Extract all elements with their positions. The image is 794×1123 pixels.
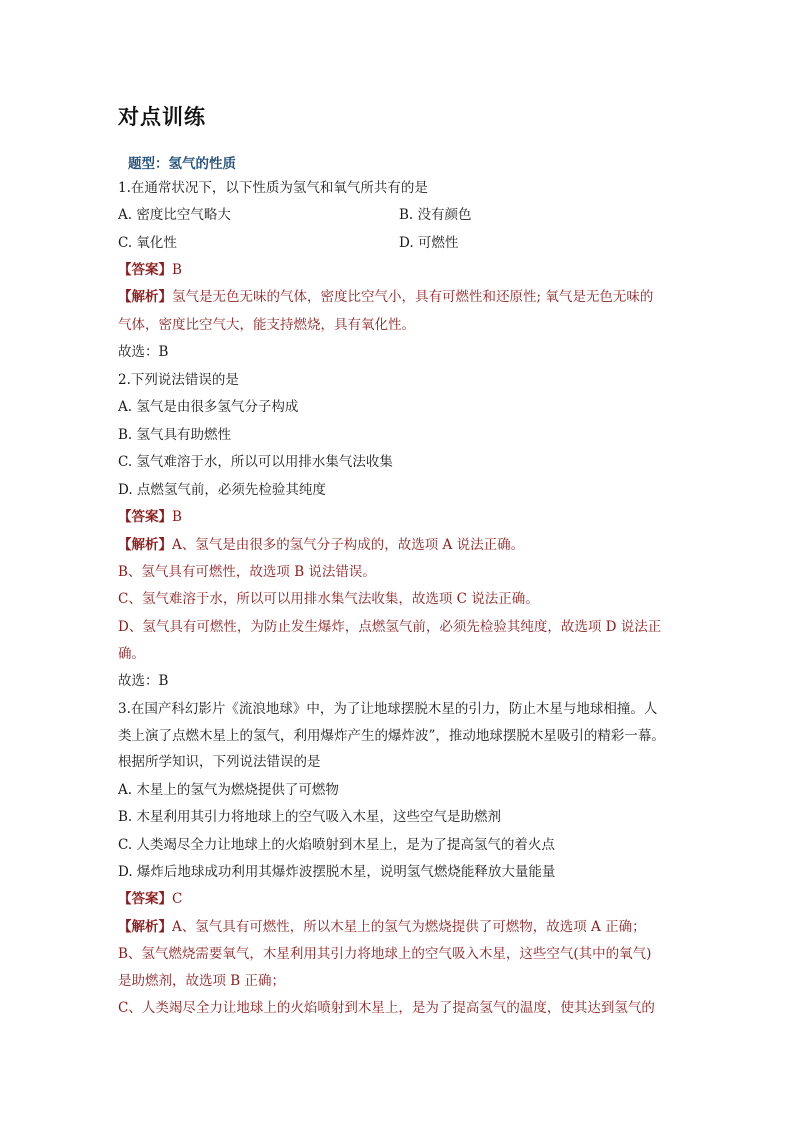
q3-analysis-line-4: C、人类竭尽全力让地球上的火焰喷射到木星上，是为了提高氢气的温度，使其达到氢气的 (118, 1000, 655, 1016)
analysis-text: A、氢气是由很多的氢气分子构成的，故选项 A 说法正确。 (172, 537, 525, 553)
q1-option-c: C. 氧化性 (118, 235, 177, 251)
analysis-text: A、氢气具有可燃性，所以木星上的氢气为燃烧提供了可燃物，故选项 A 正确； (172, 919, 646, 935)
q3-stem-line-3: 根据所学知识，下列说法错误的是 (118, 754, 321, 770)
q1-analysis-line-1 (118, 288, 653, 306)
analysis-text: 氢气是无色无味的气体，密度比空气小，具有可燃性和还原性; 氧气是无色无味的 (172, 289, 654, 305)
q1-option-b: B. 没有颜色 (399, 207, 472, 223)
q2-option-c: C. 氢气难溶于水，所以可以用排水集气法收集 (118, 454, 393, 470)
q3-stem-line-2: 类上演了点燃木星上的氢气，利用爆炸产生的爆炸波”，推动地球摆脱木星吸引的精彩一幕。 (118, 728, 665, 744)
q3-analysis-line-3: 是助燃剂，故选项 B 正确； (118, 973, 286, 989)
answer-value: C (172, 891, 183, 907)
q1-stem: 1.在通常状况下，以下性质为氢气和氧气所共有的是 (118, 180, 428, 196)
q2-analysis-line-2: B、氢气具有可燃性，故选项 B 说法错误。 (118, 564, 376, 580)
q2-option-a: A. 氢气是由很多氢气分子构成 (118, 399, 299, 415)
q2-analysis-line-3: C、氢气难溶于水，所以可以用排水集气法收集，故选项 C 说法正确。 (118, 591, 539, 607)
q2-analysis-line-4: D、氢气具有可燃性，为防止发生爆炸，点燃氢气前，必须先检验其纯度，故选项 D 说法正 (118, 619, 662, 635)
topic-title: 题型：氢气的性质 (128, 156, 236, 172)
q2-option-d: D. 点燃氢气前，必须先检验其纯度 (118, 482, 326, 498)
q3-option-b: B. 木星利用其引力将地球上的空气吸入木星，这些空气是助燃剂 (118, 809, 502, 825)
section-heading: 对点训练 (118, 105, 206, 129)
answer-label: 【答案】 (118, 262, 172, 278)
q1-option-d: D. 可燃性 (399, 235, 459, 251)
q1-final: 故选：B (118, 344, 169, 360)
q2-stem: 2.下列说法错误的是 (118, 372, 239, 388)
q2-option-b: B. 氢气具有助燃性 (118, 427, 232, 443)
q3-stem-line-1: 3.在国产科幻影片《流浪地球》中，为了让地球摆脱木星的引力，防止木星与地球相撞。人 (118, 701, 658, 717)
analysis-label: 【解析】 (118, 289, 172, 305)
q1-option-a: A. 密度比空气略大 (118, 207, 231, 223)
q3-answer (118, 890, 182, 908)
analysis-label: 【解析】 (118, 919, 172, 935)
q2-answer (118, 508, 182, 526)
q3-option-a: A. 木星上的氢气为燃烧提供了可燃物 (118, 782, 339, 798)
q1-options-row-2 (118, 234, 678, 252)
q1-answer (118, 261, 182, 279)
q1-options-row-1 (118, 206, 678, 224)
answer-label: 【答案】 (118, 891, 172, 907)
q3-option-d: D. 爆炸后地球成功利用其爆炸波摆脱木星，说明氢气燃烧能释放大量能量 (118, 864, 556, 880)
analysis-label: 【解析】 (118, 537, 172, 553)
q2-analysis-line-5: 确。 (118, 646, 145, 662)
q3-option-c: C. 人类竭尽全力让地球上的火焰喷射到木星上，是为了提高氢气的着火点 (118, 837, 555, 853)
q3-analysis-line-2: B、氢气燃烧需要氧气，木星利用其引力将地球上的空气吸入木星，这些空气(其中的氧气) (118, 946, 652, 962)
answer-value: B (172, 509, 182, 525)
q3-analysis-line-1 (118, 918, 646, 936)
q1-analysis-line-2: 气体，密度比空气大，能支持燃烧，具有氧化性。 (118, 317, 415, 333)
q2-analysis-line-1 (118, 536, 524, 554)
answer-value: B (172, 262, 182, 278)
q2-final: 故选：B (118, 673, 169, 689)
answer-label: 【答案】 (118, 509, 172, 525)
